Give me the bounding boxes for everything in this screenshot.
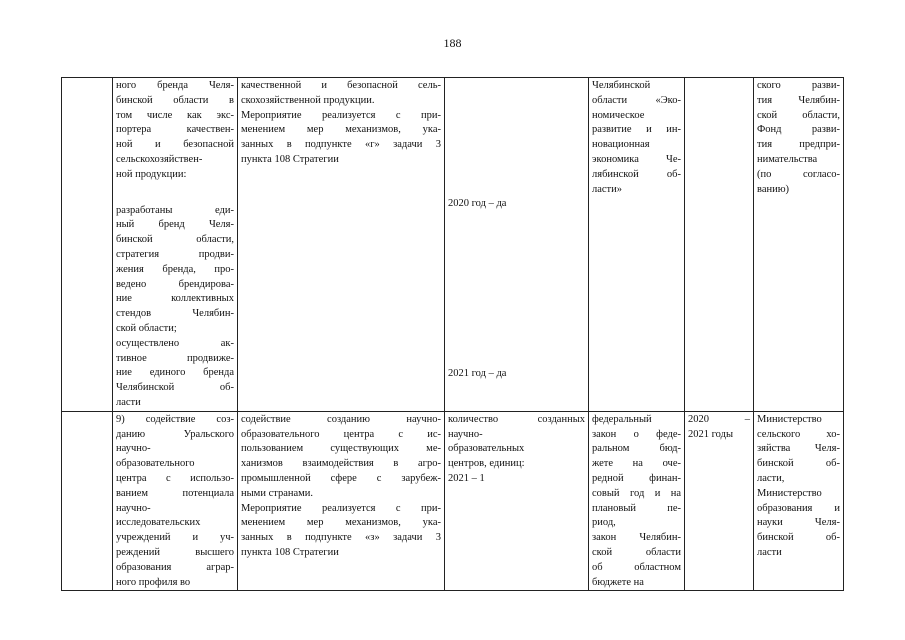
source-text	[592, 79, 681, 197]
cell-executor	[754, 78, 844, 412]
text-line: ной продукции:	[116, 168, 187, 180]
text-line: ведено брендирова-	[116, 278, 234, 290]
task-item-promotion	[116, 337, 234, 411]
text-line: ного профиля во	[116, 576, 191, 588]
text-line: ской области,	[757, 109, 840, 121]
text-line: 2020 –	[688, 413, 750, 425]
text-line: количество созданных	[448, 413, 585, 425]
executor-text	[757, 79, 840, 197]
text-line: развитие и ин-	[592, 124, 681, 136]
text-line: зяйства Челя-	[757, 443, 840, 455]
text-line: ласти	[757, 546, 782, 558]
text-line: области «Эко-	[592, 94, 681, 106]
cell-period	[685, 78, 754, 412]
measures-text	[241, 413, 441, 561]
cell-number	[62, 411, 113, 591]
cell-source	[589, 78, 685, 412]
text-line: менением мер механизмов, ука-	[241, 124, 441, 136]
indicator-2021: 2021 год – да	[448, 367, 507, 379]
text-line: (по согласо-	[757, 168, 840, 180]
text-line: бинской об-	[757, 458, 840, 470]
text-line: менением мер механизмов, ука-	[241, 517, 441, 529]
text-line: закон о феде-	[592, 428, 681, 440]
cell-indicators	[445, 78, 589, 412]
text-line: Министерство	[757, 487, 822, 499]
text-line: ного бренда Челя-	[116, 80, 234, 91]
text-line: разработаны еди-	[116, 204, 234, 216]
text-line: научно-	[116, 502, 151, 514]
text-line: ханизмов взаимодействия в агро-	[241, 458, 441, 470]
text-line: Челябинской об-	[116, 382, 234, 394]
cell-measures	[238, 78, 445, 412]
text-line: ской области	[592, 546, 681, 558]
text-line: федеральный	[592, 413, 652, 425]
text-line: ласти»	[592, 183, 623, 195]
text-line: новационная	[592, 139, 650, 151]
text-line: ванию)	[757, 183, 790, 195]
text-line: исследовательских	[116, 517, 201, 529]
cell-number	[62, 78, 113, 412]
text-line: бюджете на	[592, 576, 644, 588]
text-line: плановый пе-	[592, 502, 681, 514]
text-line: науки Челя-	[757, 517, 840, 529]
text-line: ние единого бренда	[116, 367, 234, 379]
text-line: риод,	[592, 517, 616, 529]
text-line: портера качествен-	[116, 124, 234, 136]
text-line: ной и безопасной	[116, 139, 234, 151]
text-line: редной финан-	[592, 472, 681, 484]
text-line: тивное продвиже-	[116, 352, 234, 364]
text-line: научно-	[116, 443, 151, 455]
text-line: занных в подпункте «з» задачи 3	[241, 532, 441, 544]
source-text	[592, 413, 681, 591]
text-line: пользованием существующих ме-	[241, 443, 441, 455]
text-line: ской области;	[116, 322, 177, 334]
text-line: пункта 108 Стратегии	[241, 546, 339, 558]
cell-indicators	[445, 411, 589, 591]
text-line: реждений высшего	[116, 546, 234, 558]
cell-executor	[754, 411, 844, 591]
task-intro	[116, 79, 234, 183]
task-text	[116, 413, 234, 591]
document-table	[61, 77, 844, 591]
text-line: образовательного центра с ис-	[241, 428, 441, 440]
page-number: 188	[443, 36, 462, 50]
text-line: жете на оче-	[592, 458, 681, 470]
text-line: образовательного	[116, 458, 195, 470]
cell-task	[113, 78, 238, 412]
text-line: об областном	[592, 561, 681, 573]
text-line: центра с использо-	[116, 472, 234, 484]
text-line: экономика Че-	[592, 153, 681, 165]
text-line: бинской области в	[116, 94, 234, 106]
indicators-text	[448, 413, 585, 487]
text-line: сельскохозяйствен-	[116, 153, 203, 165]
period-text	[688, 413, 750, 443]
text-line: Челябинской	[592, 80, 651, 91]
text-line: совый год и на	[592, 487, 681, 499]
cell-source	[589, 411, 685, 591]
text-line: промышленной сфере с зарубеж-	[241, 472, 441, 484]
text-line: качественной и безопасной сель-	[241, 80, 441, 91]
measures-text	[241, 79, 441, 168]
text-line: центров, единиц:	[448, 458, 525, 470]
text-line: образовательных	[448, 443, 525, 455]
text-line: ными странами.	[241, 487, 314, 499]
text-line: скохозяйственной продукции.	[241, 94, 375, 106]
indicator-2020: 2020 год – да	[448, 198, 507, 209]
text-line: пункта 108 Стратегии	[241, 153, 339, 165]
text-line: номическое	[592, 109, 645, 121]
text-line: закон Челябин-	[592, 532, 681, 544]
table-row	[62, 78, 844, 412]
text-line: лябинской об-	[592, 168, 681, 180]
text-line: бинской области,	[116, 234, 234, 246]
cell-task	[113, 411, 238, 591]
text-line: жения бренда, про-	[116, 263, 234, 275]
text-line: 2021 годы	[688, 428, 734, 440]
text-line: данию Уральского	[116, 428, 234, 440]
text-line: ральном бюд-	[592, 443, 681, 455]
text-line: 9) содействие соз-	[116, 413, 234, 425]
text-line: ласти	[116, 396, 141, 408]
text-line: том числе как экс-	[116, 109, 234, 121]
table-row	[62, 411, 844, 591]
text-line: ный бренд Челя-	[116, 219, 234, 231]
cell-period	[685, 411, 754, 591]
executor-text	[757, 413, 840, 561]
text-line: тия предпри-	[757, 139, 840, 151]
text-line: осуществлено ак-	[116, 337, 234, 349]
text-line: стратегия продви-	[116, 248, 234, 260]
text-line: нимательства	[757, 153, 818, 165]
text-line: ние коллективных	[116, 293, 234, 305]
text-line: сельского хо-	[757, 428, 840, 440]
text-line: образования аграр-	[116, 561, 234, 573]
text-line: тия Челябин-	[757, 94, 840, 106]
text-line: содействие созданию научно-	[241, 413, 441, 425]
cell-measures	[238, 411, 445, 591]
text-line: учреждений и уч-	[116, 532, 234, 544]
text-line: занных в подпункте «г» задачи 3	[241, 139, 441, 151]
text-line: образования и	[757, 502, 840, 514]
text-line: Мероприятие реализуется с при-	[241, 502, 441, 514]
task-item-brand	[116, 204, 234, 337]
text-line: Фонд разви-	[757, 124, 840, 136]
text-line: ского разви-	[757, 80, 840, 91]
text-line: научно-	[448, 428, 483, 440]
text-line: 2021 – 1	[448, 472, 485, 484]
text-line: бинской об-	[757, 532, 840, 544]
text-line: ванием потенциала	[116, 487, 234, 499]
text-line: Мероприятие реализуется с при-	[241, 109, 441, 121]
text-line: стендов Челябин-	[116, 308, 234, 320]
text-line: Министерство	[757, 413, 822, 425]
text-line: ласти,	[757, 472, 785, 484]
